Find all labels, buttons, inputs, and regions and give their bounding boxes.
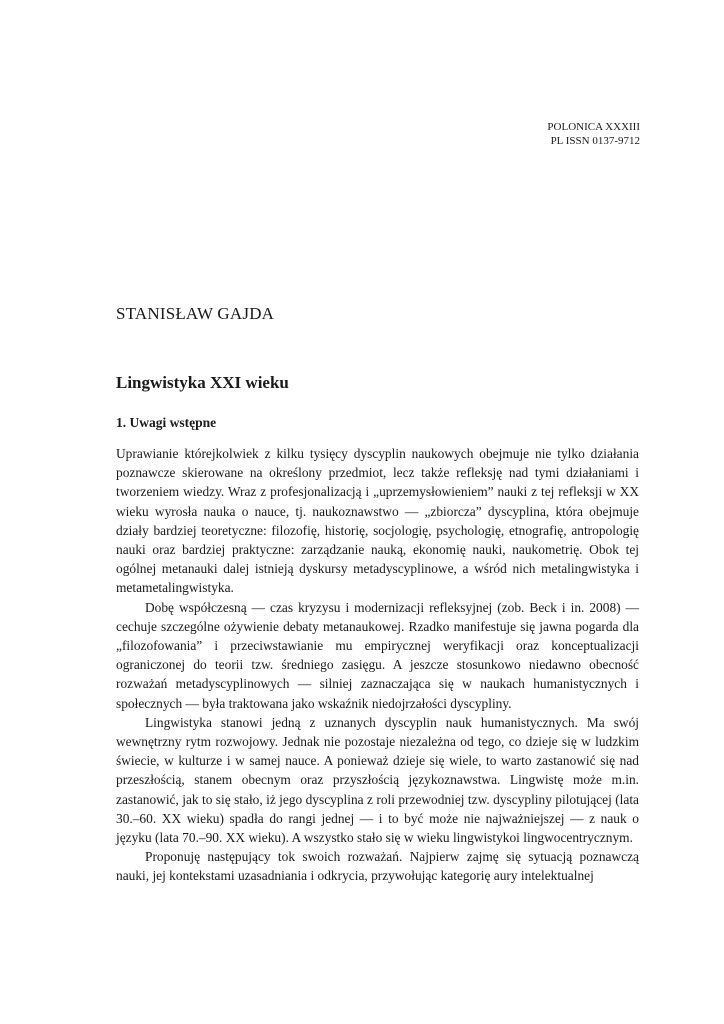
article-body (116, 444, 639, 886)
journal-info (547, 120, 640, 148)
article-title: Lingwistyka XXI wieku (116, 373, 289, 392)
paragraph-1: Uprawianie którejkolwiek z kilku tysięcy dyscyplin naukowych obejmuje nie tylko działania poznawcze skierowane na określony przedmiot, lecz także refleksję nad tymi działaniami i tworzeniem wiedzy. Wraz z profesjonalizacją i „uprzemysłowieniem” nauki z tej refleksji w XX wieku wyrosła nauka o nauce, tj. naukoznawstwo — „zbiorcza” dyscyplina, która obejmuje działy bardziej teoretyczne: filozofię, historię, socjologię, psychologię, etnografię, antropologię nauki oraz bardziej praktyczne: zarządzanie nauką, ekonomię nauki, naukometrię. Obok tej ogólnej metanauki dalej istnieją dyskursy metadyscyplinowe, a wśród nich metalingwistyka i metametalingwistyka. (116, 446, 639, 596)
paragraph-4: Proponuję następujący tok swoich rozważań. Najpierw zajmę się sytuacją poznawczą nauki, jej kontekstami uzasadniania i odkrycia, przywołując kategorię aury intelektualnej (116, 849, 639, 884)
author-name: STANISŁAW GAJDA (116, 304, 275, 323)
journal-issn: PL ISSN 0137-9712 (550, 135, 640, 147)
paragraph-2: Dobę współczesną — czas kryzysu i modernizacji refleksyjnej (zob. Beck i in. 2008) — cechuje szczególne ożywienie debaty metanaukowej. Rzadko manifestuje się jawna pogarda dla „filozofowania” i przeciwstawianie mu empirycznej weryfikacji oraz konceptualizacji ograniczonej do teorii tzw. średniego zasięgu. A jeszcze stosunkowo niedawno obecność rozważań metadyscyplinowych — silniej zaznaczająca się w naukach humanistycznych i społecznych — była traktowana jako wskaźnik niedojrzałości dyscypliny. (116, 599, 639, 711)
journal-name: POLONICA XXXIII (547, 121, 640, 133)
section-heading: 1. Uwagi wstępne (116, 415, 217, 430)
paragraph-3: Lingwistyka stanowi jedną z uznanych dyscyplin nauk humanistycznych. Ma swój wewnętrzny rytm rozwojowy. Jednak nie pozostaje niezależna od tego, co dzieje się w ludzkim świecie, w kulturze i w samej nauce. A ponieważ dzieje się wiele, to warto zastanowić się nad przeszłością, stanem obecnym oraz przyszłością językoznawstwa. Lingwistę może m.in. zastanowić, jak to się stało, iż jego dyscyplina z roli przewodniej tzw. dyscypliny pilotującej (lata 30.–60. XX wieku) spadła do rangi jednej — i to być może nie najważniejszej — z nauk o języku (lata 70.–90. XX wieku). A wszystko stało się w wieku lingwistykoi lingwocentrycznym. (116, 714, 639, 846)
